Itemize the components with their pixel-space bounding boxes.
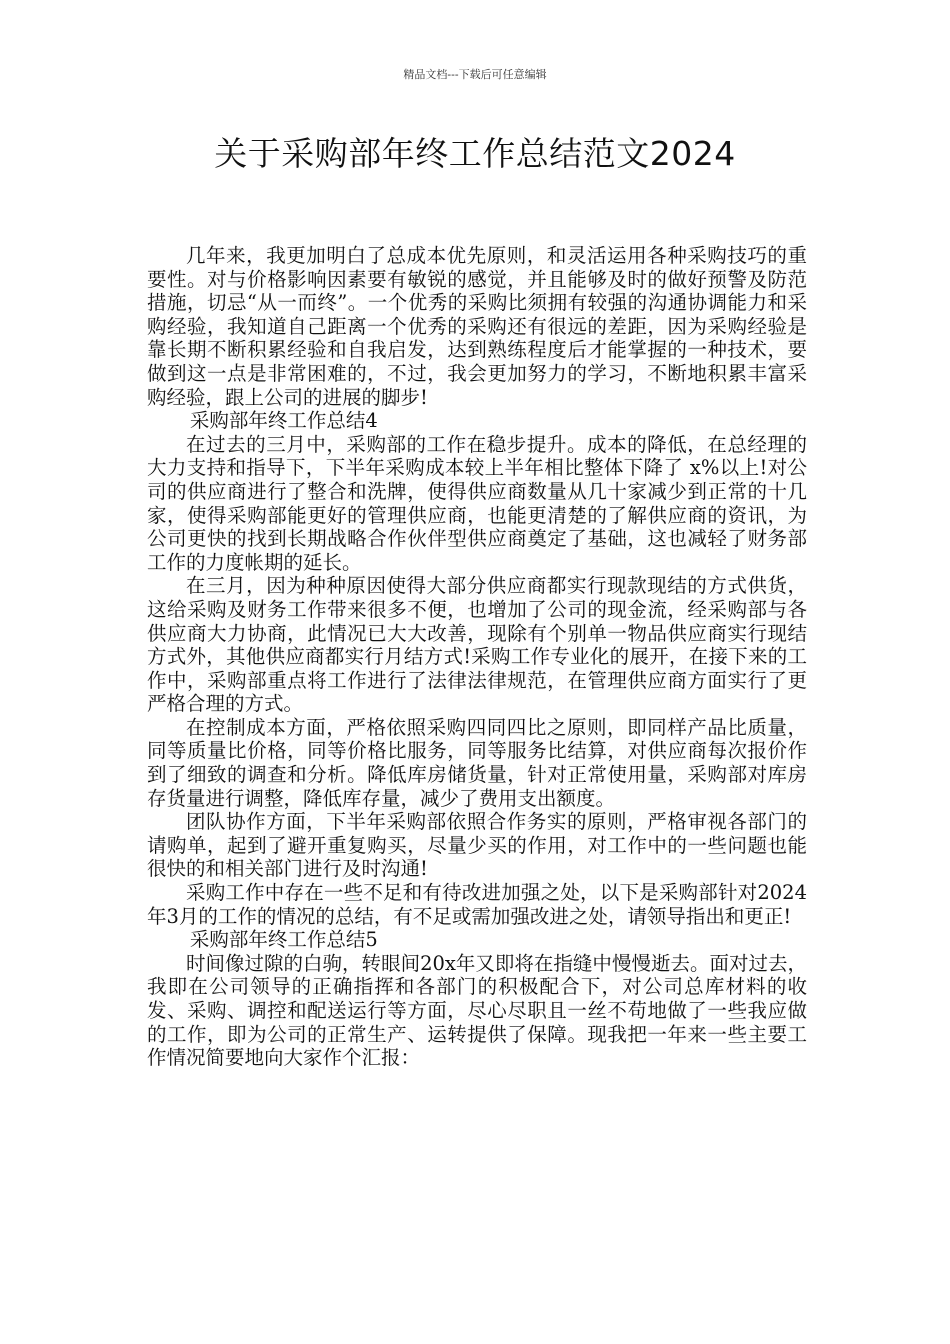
paragraph: 在过去的三月中，采购部的工作在稳步提升。成本的降低，在总经理的大力支持和指导下，下半年采购成本较上半年相比整体下降了 x%以上!对公司的供应商进行了整合和洗牌，使得供应商数量从几十家减少到正常的十几家，使得采购部能更好的管理供应商，也能更清楚的了解供应商的资讯，为公司更快的找到长期战略合作伙伴型供应商奠定了基础，这也减轻了财务部工作的力度帐期的延长。	[147, 432, 807, 574]
paragraph: 几年来，我更加明白了总成本优先原则，和灵活运用各种采购技巧的重要性。对与价格影响因素要有敏锐的感觉，并且能够及时的做好预警及防范措施，切忌“从一而终”。一个优秀的采购比须拥有较强的沟通协调能力和采购经验，我知道自己距离一个优秀的采购还有很远的差距，因为采购经验是靠长期不断积累经验和自我启发，达到熟练程度后才能掌握的一种技术，要做到这一点是非常困难的，不过，我会更加努力的学习，不断地积累丰富采购经验，跟上公司的进展的脚步!	[147, 244, 807, 409]
document-body	[147, 244, 807, 1070]
header-note: 精品文档---下载后可任意编辑	[403, 68, 547, 81]
paragraph: 时间像过隙的白驹，转眼间20x年又即将在指缝中慢慢逝去。面对过去，我即在公司领导的正确指挥和各部门的积极配合下，对公司总库材料的收发、采购、调控和配送运行等方面，尽心尽职且一丝不苟地做了一些我应做的工作，即为公司的正常生产、运转提供了保障。现我把一年来一些主要工作情况简要地向大家作个汇报：	[147, 951, 807, 1070]
paragraph: 在控制成本方面，严格依照采购四同四比之原则，即同样产品比质量，同等质量比价格，同等价格比服务，同等服务比结算，对供应商每次报价作到了细致的调查和分析。降低库房储货量，针对正常使用量，采购部对库房存货量进行调整，降低库存量，减少了费用支出额度。	[147, 715, 807, 810]
paragraph: 在三月，因为种种原因使得大部分供应商都实行现款现结的方式供货，这给采购及财务工作带来很多不便，也增加了公司的现金流，经采购部与各供应商大力协商，此情况已大大改善，现除有个别单一物品供应商实行现结方式外，其他供应商都实行月结方式!采购工作专业化的展开，在接下来的工作中，采购部重点将工作进行了法律法律规范，在管理供应商方面实行了更严格合理的方式。	[147, 574, 807, 716]
document-title: 关于采购部年终工作总结范文2024	[214, 134, 736, 173]
paragraph: 采购工作中存在一些不足和有待改进加强之处，以下是采购部针对2024年3月的工作的情况的总结，有不足或需加强改进之处，请领导指出和更正!	[147, 881, 807, 928]
section-heading: 采购部年终工作总结4	[189, 409, 378, 433]
section-heading: 采购部年终工作总结5	[189, 928, 378, 952]
paragraph: 团队协作方面，下半年采购部依照合作务实的原则，严格审视各部门的请购单，起到了避开重复购买，尽量少买的作用，对工作中的一些问题也能很快的和相关部门进行及时沟通!	[147, 810, 807, 881]
